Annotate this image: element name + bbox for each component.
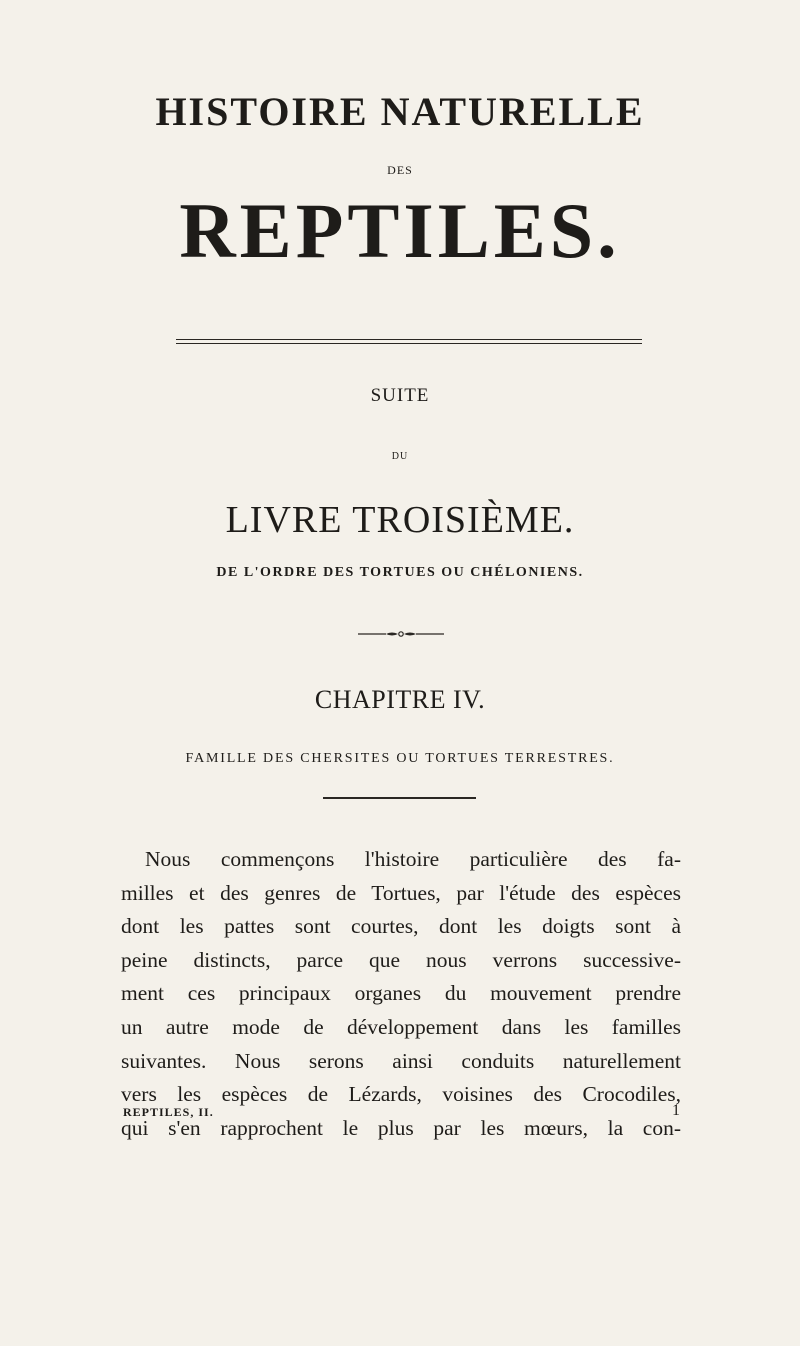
text-line: vers les espèces de Lézards, voisines des Crocodiles, xyxy=(121,1082,681,1107)
suite-label: SUITE xyxy=(370,385,430,406)
order-title: DE L'ORDRE DES TORTUES OU CHÉLONIENS. xyxy=(216,565,584,580)
text-line: qui s'en rapprochent le plus par les mœurs, la con- xyxy=(121,1115,681,1140)
des-label: DES xyxy=(387,163,413,177)
text-line: dont les pattes sont courtes, dont les doigts sont à xyxy=(121,914,681,939)
body-paragraph xyxy=(121,843,681,1145)
subject-title: REPTILES. xyxy=(179,187,621,274)
chapter-rule xyxy=(323,797,476,799)
signature-mark: REPTILES, II. xyxy=(123,1105,214,1119)
text-line: Nous commençons l'histoire particulière des fa- xyxy=(145,847,681,871)
chapter-subtitle: FAMILLE DES CHERSITES OU TORTUES TERRESTRES. xyxy=(185,751,615,766)
book-title: LIVRE TROISIÈME. xyxy=(225,499,575,541)
text-line: suivantes. Nous serons ainsi conduits naturellement xyxy=(121,1048,681,1073)
double-rule-top xyxy=(176,339,642,340)
text-line: milles et des genres de Tortues, par l'étude des espèces xyxy=(121,880,681,905)
main-title: HISTOIRE NATURELLE xyxy=(155,89,645,134)
text-line: un autre mode de développement dans les familles xyxy=(121,1014,681,1039)
text-line: ment ces principaux organes du mouvement prendre xyxy=(121,981,681,1006)
page-number: 1 xyxy=(672,1102,680,1119)
double-rule-bottom xyxy=(176,343,642,344)
text-line: peine distincts, parce que nous verrons successive- xyxy=(121,947,681,972)
ornament-divider xyxy=(358,630,444,638)
chapter-title: CHAPITRE IV. xyxy=(314,685,486,714)
du-label: DU xyxy=(391,451,409,462)
